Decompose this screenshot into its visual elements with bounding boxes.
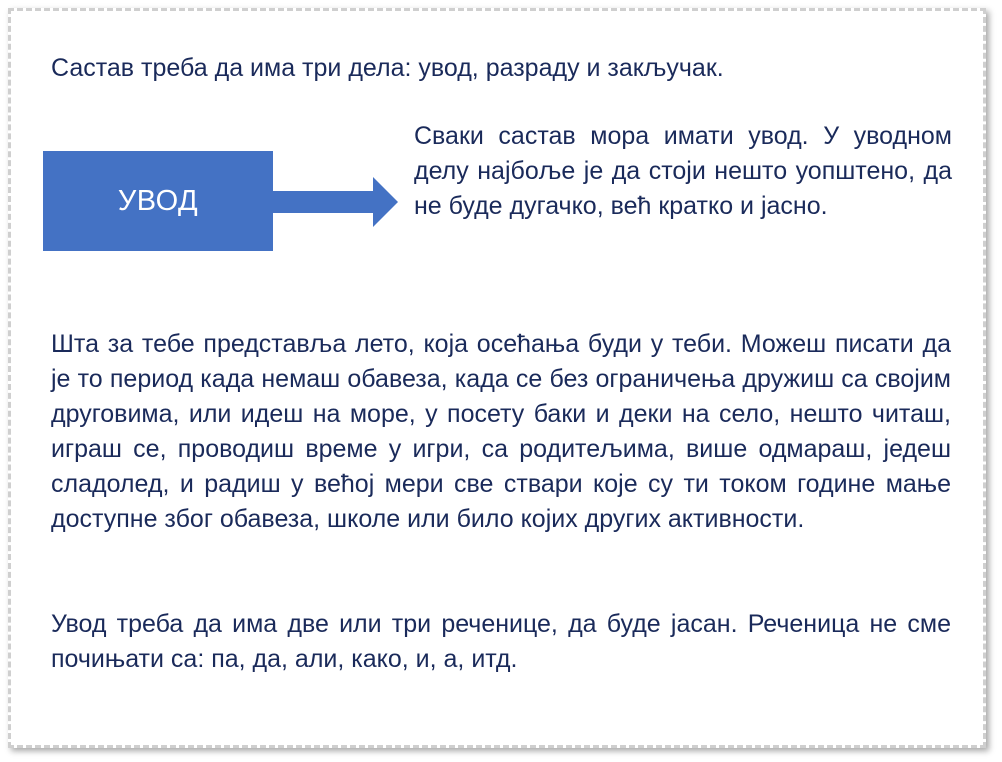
arrow-shape xyxy=(273,177,398,227)
intro-rules-paragraph: Увод треба да има две или три реченице, да буде јасан. Реченица не сме почињати са: па, да, али, како, и, а, итд. xyxy=(51,610,951,673)
uvod-box xyxy=(43,151,273,251)
document-frame xyxy=(8,8,986,748)
intro-description: Сваки састав мора имати увод. У уводном делу најбоље је да стоји нешто уопштено, да не буде дугачко, већ кратко и јасно. xyxy=(414,122,952,220)
uvod-label: УВОД xyxy=(117,184,199,217)
right-arrow-icon xyxy=(273,177,398,227)
summer-paragraph: Шта за тебе представља лето, која осећања буди у теби. Можеш писати да је то период када немаш обавеза, када се без ограничења дружиш са својим друговима, или идеш на море, у посету баки и деки на село, нешто читаш, играш се, проводиш време у игри, са родитељима, више одмараш, једеш сладолед, и радиш у већој мери све ствари које су ти током године мање доступне због обавеза, школе или било којих других активности. xyxy=(51,330,951,533)
intro-sentence: Састав треба да има три дела: увод, разраду и закључак. xyxy=(51,54,724,82)
